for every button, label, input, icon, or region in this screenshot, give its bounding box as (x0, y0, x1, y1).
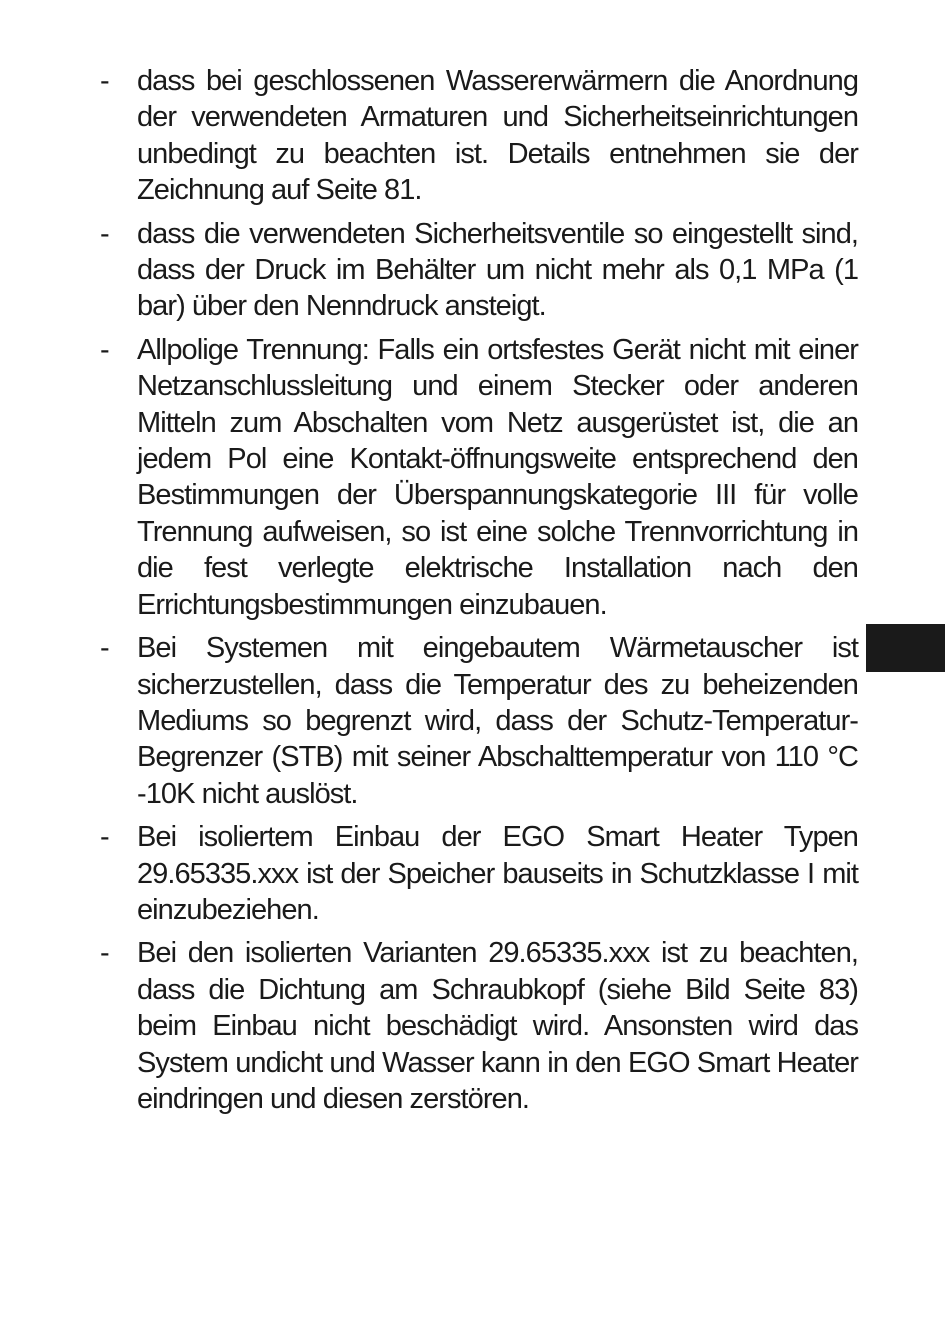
list-item-text: Allpolige Trennung: Falls ein ortsfestes Gerät nicht mit einer Netzanschlussleitung und einem Stecker oder anderen Mitteln zum Abschalten vom Netz ausgerüstet ist, die an jedem Pol eine Kontakt-öffnungsweite entsprechend den Bestimmungen der Überspannungskategorie III für volle Trennung aufweisen, so ist eine solche Trennvorrichtung in die fest verlegte elektrische Installation nach den Errichtungsbestimmungen einzubauen. (137, 333, 858, 621)
list-item (100, 216, 858, 325)
bullet-list (100, 63, 858, 1124)
bullet-dash: - (100, 217, 110, 250)
list-item-text: Bei den isolierten Varianten 29.65335.xxx ist zu beachten, dass die Dichtung am Schraubkopf (siehe Bild Seite 83) beim Einbau nicht beschädigt wird. Ansonsten wird das System undicht und Wasser kann in den EGO Smart Heater eindringen und diesen zerstören. (137, 937, 858, 1115)
bullet-dash: - (100, 333, 110, 366)
list-item-text: Bei isoliertem Einbau der EGO Smart Heater Typen 29.65335.xxx ist der Speicher bauseits in Schutzklasse I mit einzubeziehen. (137, 821, 858, 926)
list-item-text: dass bei geschlossenen Wassererwärmern die Anordnung der verwendeten Armaturen und Sicherheitseinrichtungen unbedingt zu beachten ist. Details entnehmen sie der Zeichnung auf Seite 81. (137, 65, 858, 207)
list-item-text: Bei Systemen mit eingebautem Wärmetauscher ist sicherzustellen, dass die Temperatur des zu beheizenden Mediums so begrenzt wird, dass der Schutz-Temperatur-Begrenzer (STB) mit seiner Abschalttemperatur von 110 °C -10K nicht auslöst. (137, 632, 858, 810)
bullet-dash: - (100, 937, 110, 970)
list-item (100, 332, 858, 623)
list-item (100, 819, 858, 928)
list-item (100, 63, 858, 209)
bullet-dash: - (100, 632, 110, 665)
list-item (100, 630, 858, 812)
chapter-thumb-tab (866, 624, 945, 672)
list-item (100, 935, 858, 1117)
bullet-dash: - (100, 65, 110, 97)
list-item-text: dass die verwendeten Sicherheitsventile so eingestellt sind, dass der Druck im Behälter um nicht mehr als 0,1 MPa (1 bar) über den Nenndruck ansteigt. (137, 217, 858, 323)
bullet-dash: - (100, 821, 110, 854)
